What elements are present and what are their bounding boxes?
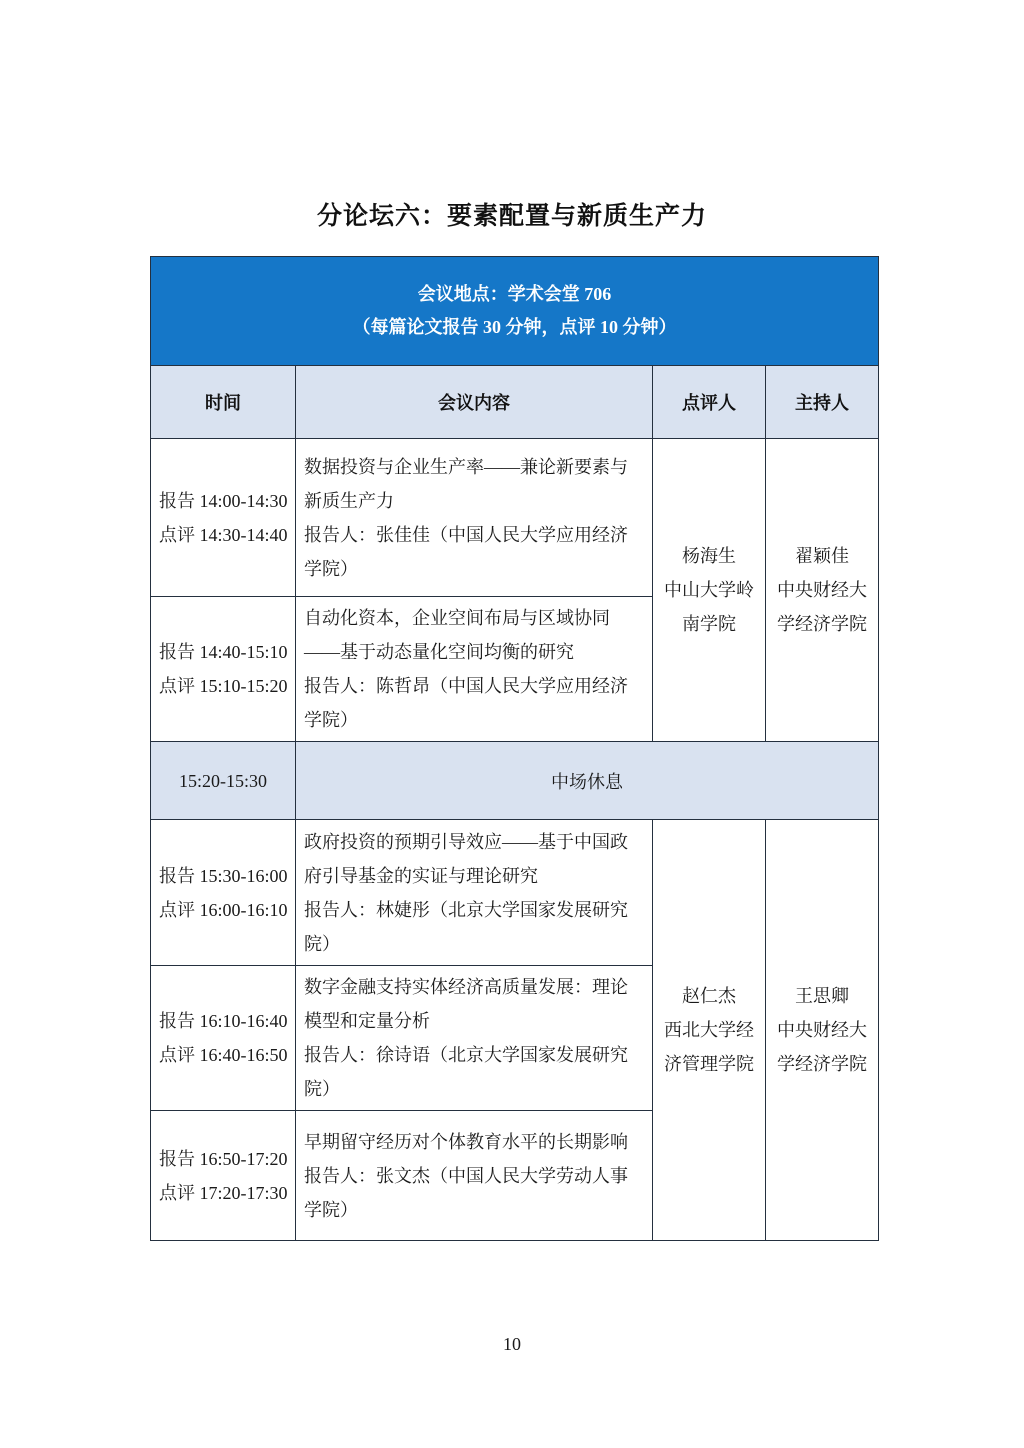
session-1-report-time: 报告 14:00-14:30 <box>159 490 288 511</box>
session-5-paper-title: 早期留守经历对个体教育水平的长期影响 <box>304 1131 628 1152</box>
break-row <box>151 742 879 820</box>
session-1-paper-title: 数据投资与企业生产率——兼论新要素与新质生产力 <box>304 456 628 511</box>
session-2-presenter: 报告人：陈哲昂（中国人民大学应用经济学院） <box>304 676 628 730</box>
venue-location: 会议地点：学术会堂 706 <box>417 284 612 304</box>
session-row-1 <box>151 439 879 597</box>
session-2-report-time: 报告 14:40-15:10 <box>159 642 288 662</box>
column-header-content: 会议内容 <box>296 366 653 439</box>
session-4-content <box>296 966 653 1111</box>
break-label: 中场休息 <box>296 742 879 820</box>
panel-2-commentator-name: 赵仁杰 <box>682 986 736 1006</box>
column-header-row <box>151 366 879 439</box>
session-2-paper-title: 自动化资本，企业空间布局与区域协同——基于动态量化空间均衡的研究 <box>304 608 610 662</box>
break-time: 15:20-15:30 <box>151 742 296 820</box>
session-3-comment-time: 点评 16:00-16:10 <box>159 899 288 920</box>
session-3-content <box>296 820 653 966</box>
panel-1-commentator-org: 中山大学岭南学院 <box>664 580 754 634</box>
session-3-presenter: 报告人：林婕彤（北京大学国家发展研究院） <box>304 899 628 954</box>
panel-1-host-org: 中央财经大学经济学院 <box>777 580 867 634</box>
session-1-comment-time: 点评 14:30-14:40 <box>159 524 288 545</box>
page-title: 分论坛六：要素配置与新质生产力 <box>316 203 707 230</box>
session-1-time <box>151 439 296 597</box>
schedule-table-container <box>150 256 878 1241</box>
session-4-presenter: 报告人：徐诗语（北京大学国家发展研究院） <box>304 1045 628 1099</box>
schedule-table <box>150 256 879 1241</box>
session-5-comment-time: 点评 17:20-17:30 <box>159 1182 288 1203</box>
session-3-report-time: 报告 15:30-16:00 <box>159 865 288 886</box>
panel-1-commentator-cell <box>653 439 766 742</box>
column-header-commentator: 点评人 <box>653 366 766 439</box>
panel-2-host-cell <box>766 820 879 1241</box>
venue-banner-row <box>151 257 879 366</box>
venue-timing-note: （每篇论文报告 30 分钟，点评 10 分钟） <box>352 317 677 337</box>
session-5-presenter: 报告人：张文杰（中国人民大学劳动人事学院） <box>304 1165 628 1220</box>
panel-1-commentator-name: 杨海生 <box>682 546 736 566</box>
session-4-report-time: 报告 16:10-16:40 <box>159 1011 288 1031</box>
session-2-time <box>151 597 296 742</box>
session-1-content <box>296 439 653 597</box>
session-5-report-time: 报告 16:50-17:20 <box>159 1148 288 1169</box>
session-5-time <box>151 1111 296 1241</box>
panel-2-host-name: 王思卿 <box>795 986 849 1006</box>
session-4-comment-time: 点评 16:40-16:50 <box>159 1045 288 1065</box>
panel-2-commentator-org: 西北大学经济管理学院 <box>664 1020 754 1074</box>
session-2-content <box>296 597 653 742</box>
column-header-host: 主持人 <box>766 366 879 439</box>
session-row-3 <box>151 820 879 966</box>
panel-1-host-cell <box>766 439 879 742</box>
session-1-presenter: 报告人：张佳佳（中国人民大学应用经济学院） <box>304 524 628 579</box>
session-2-comment-time: 点评 15:10-15:20 <box>159 676 288 696</box>
session-4-time <box>151 966 296 1111</box>
session-3-time <box>151 820 296 966</box>
panel-2-host-org: 中央财经大学经济学院 <box>777 1020 867 1074</box>
venue-banner <box>151 257 879 366</box>
panel-2-commentator-cell <box>653 820 766 1241</box>
session-5-content <box>296 1111 653 1241</box>
panel-1-host-name: 翟颖佳 <box>795 546 849 566</box>
session-4-paper-title: 数字金融支持实体经济高质量发展：理论模型和定量分析 <box>304 977 628 1031</box>
page-number: 10 <box>503 1334 521 1354</box>
session-3-paper-title: 政府投资的预期引导效应——基于中国政府引导基金的实证与理论研究 <box>304 831 628 886</box>
column-header-time: 时间 <box>151 366 296 439</box>
